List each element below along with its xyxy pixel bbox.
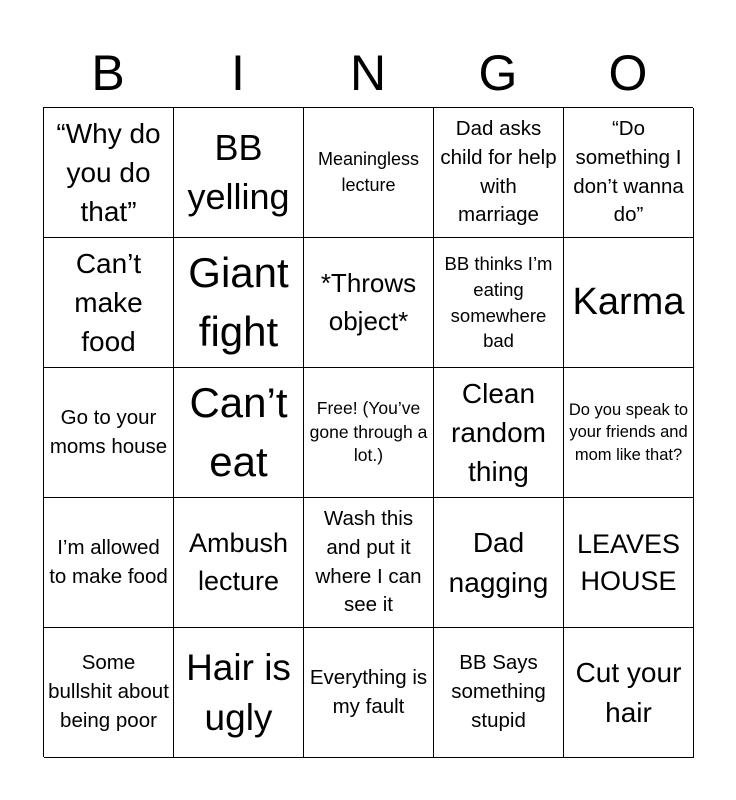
bingo-board [43, 107, 693, 757]
bingo-cell-r2-c1[interactable] [44, 238, 174, 368]
bingo-cell-r5-c2[interactable] [174, 628, 304, 758]
bingo-cell-r5-c3[interactable] [304, 628, 434, 758]
bingo-cell-r2-c2[interactable] [174, 238, 304, 368]
header-letter-b: B [91, 45, 125, 101]
bingo-cell-r3-c2[interactable] [174, 368, 304, 498]
cell-text: Do you speak to your friends and mom like that? [568, 401, 689, 464]
cell-text: Dad nagging [448, 527, 549, 598]
bingo-cell-r3-c5[interactable] [564, 368, 694, 498]
bingo-cell-r1-c4[interactable] [434, 108, 564, 238]
cell-text: BB thinks I’m eating somewhere bad [444, 252, 553, 352]
bingo-cell-r2-c4[interactable] [434, 238, 564, 368]
cell-text: LEAVES HOUSE [576, 529, 681, 596]
bingo-cell-r2-c3[interactable] [304, 238, 434, 368]
cell-text: Everything is my fault [309, 665, 428, 718]
bingo-cell-r3-c4[interactable] [434, 368, 564, 498]
cell-text: Can’t make food [74, 247, 143, 358]
cell-text: Dad asks child for help with marriage [440, 117, 557, 227]
bingo-cell-r5-c5[interactable] [564, 628, 694, 758]
bingo-cell-r1-c2[interactable] [174, 108, 304, 238]
header-letter-g: G [478, 45, 518, 101]
bingo-cell-r5-c4[interactable] [434, 628, 564, 758]
bingo-cell-r1-c3[interactable] [304, 108, 434, 238]
cell-text: Can’t eat [189, 378, 288, 485]
bingo-cell-r2-c5[interactable] [564, 238, 694, 368]
cell-text: Hair is ugly [186, 646, 291, 738]
cell-text: Karma [572, 280, 685, 323]
cell-text: Go to your moms house [49, 405, 168, 458]
header-letter-o: O [608, 45, 648, 101]
bingo-cell-r3-c1[interactable] [44, 368, 174, 498]
cell-text: BB Says something stupid [451, 651, 546, 732]
bingo-cell-r4-c1[interactable] [44, 498, 174, 628]
cell-text: BB yelling [187, 126, 290, 217]
cell-text: I’m allowed to make food [49, 535, 168, 588]
bingo-cell-r3-c3[interactable] [304, 368, 434, 498]
cell-text: Some bullshit about being poor [48, 651, 169, 732]
header-letter-n: N [349, 45, 387, 101]
cell-text: “Do something I don’t wanna do” [573, 117, 684, 227]
header-letter-i: I [231, 45, 245, 101]
cell-text: “Why do you do that” [56, 117, 161, 228]
cell-text: *Throws object* [320, 267, 417, 336]
free-space: Free! (You’ve gone through a lot.) [309, 398, 428, 466]
bingo-cell-r1-c5[interactable] [564, 108, 694, 238]
cell-text: Wash this and put it where I can see it [315, 507, 422, 617]
cell-text: Ambush lecture [188, 527, 289, 596]
bingo-cell-r5-c1[interactable] [44, 628, 174, 758]
cell-text: Meaningless lecture [317, 149, 420, 195]
bingo-cell-r4-c5[interactable] [564, 498, 694, 628]
cell-text: Clean random thing [451, 377, 546, 488]
cell-text: Cut your hair [575, 657, 682, 728]
bingo-header [43, 40, 693, 106]
bingo-cell-r1-c1[interactable] [44, 108, 174, 238]
bingo-cell-r4-c4[interactable] [434, 498, 564, 628]
bingo-cell-r4-c3[interactable] [304, 498, 434, 628]
cell-text: Giant fight [188, 248, 289, 355]
bingo-cell-r4-c2[interactable] [174, 498, 304, 628]
